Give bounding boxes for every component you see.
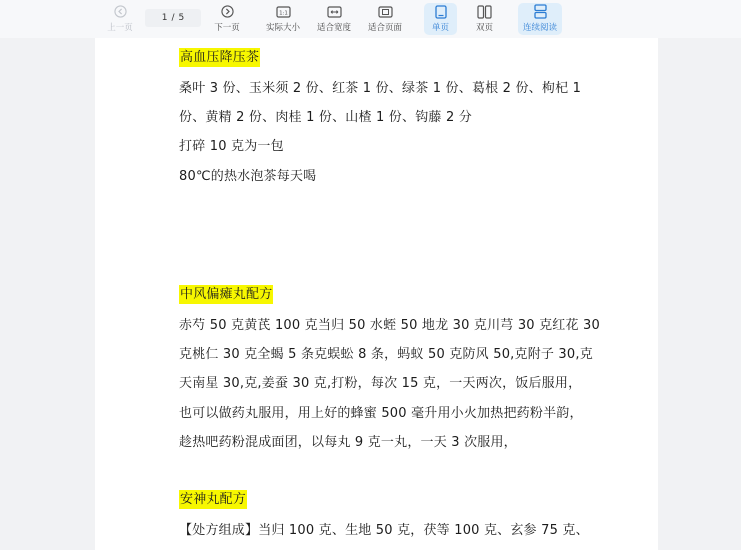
actual-size-icon: [276, 3, 291, 20]
continuous-reading-label: 连续阅读: [522, 23, 557, 33]
page-number-input[interactable]: [145, 9, 201, 27]
single-page-label: 单页: [431, 23, 449, 33]
highlighted-heading: 安神丸配方: [180, 492, 247, 507]
current-page: 1: [161, 13, 168, 23]
double-page-label: 双页: [475, 23, 493, 33]
actual-size-button[interactable]: [263, 3, 303, 35]
text-line: 赤芍 50 克黄芪 100 克当归 50 水蛭 50 地龙 30 克川芎 30 克红花 30: [179, 318, 600, 333]
viewer-toolbar: [0, 0, 741, 38]
single-page-icon: [435, 3, 447, 20]
fit-width-button[interactable]: [314, 3, 354, 35]
prev-page-button[interactable]: [104, 3, 136, 35]
svg-text:1:1: 1:1: [278, 9, 288, 16]
highlighted-heading: 高血压降压茶: [180, 50, 260, 65]
double-page-button[interactable]: [468, 3, 501, 35]
fit-page-button[interactable]: [365, 3, 405, 35]
continuous-reading-button[interactable]: [518, 3, 562, 35]
continuous-reading-icon: [534, 3, 547, 20]
highlighted-heading: 中风偏瘫丸配方: [180, 287, 273, 302]
fit-width-label: 适合宽度: [316, 23, 351, 33]
text-line: 也可以做药丸服用，用上好的蜂蜜 500 毫升用小火加热把药粉半韵，: [179, 406, 583, 421]
text-line: 打碎 10 克为一包: [179, 139, 284, 154]
text-line: 天南星 30,克,姜蚕 30 克,打粉，每次 15 克，一天两次，饭后服用，: [179, 376, 582, 391]
text-line: 80℃的热水泡茶每天喝: [179, 169, 317, 184]
single-page-button[interactable]: [424, 3, 457, 35]
text-line: 克桃仁 30 克全蝎 5 条克蜈蚣 8 条，蚂蚁 50 克防风 50,克附子 30,克: [179, 347, 593, 362]
chevron-right-icon: [221, 3, 234, 20]
fit-width-icon: [327, 3, 342, 20]
fit-page-label: 适合页面: [367, 23, 402, 33]
section-heading: [179, 46, 260, 65]
fit-page-icon: [378, 3, 393, 20]
next-page-button[interactable]: [210, 3, 244, 35]
next-page-label: 下一页: [214, 23, 240, 33]
text-line: 趁热吧药粉混成面团，以每丸 9 克一丸，一天 3 次服用，: [179, 435, 517, 450]
prev-page-label: 上一页: [107, 23, 133, 33]
actual-size-label: 实际大小: [265, 23, 300, 33]
document-page: [95, 38, 658, 550]
section-heading: [179, 488, 247, 507]
text-line: 【处方组成】当归 100 克、生地 50 克，茯等 100 克、玄参 75 克、: [179, 523, 589, 538]
total-pages: 5: [178, 13, 185, 23]
page-separator: /: [171, 13, 175, 23]
text-line: 桑叶 3 份、玉米须 2 份、红茶 1 份、绿茶 1 份、葛根 2 份、枸杞 1: [179, 81, 582, 96]
text-line: 份、黄精 2 份、肉桂 1 份、山楂 1 份、钩藤 2 分: [179, 110, 472, 125]
section-heading: [179, 283, 273, 302]
double-page-icon: [477, 3, 492, 20]
chevron-left-icon: [114, 3, 127, 20]
